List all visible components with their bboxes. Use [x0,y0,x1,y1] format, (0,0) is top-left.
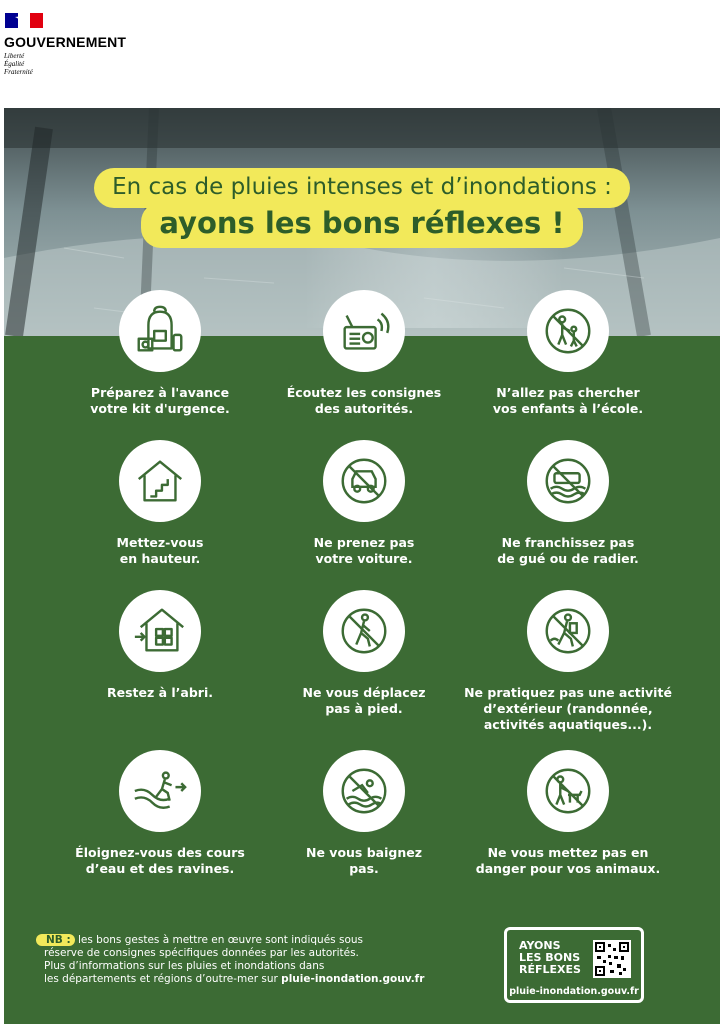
no-ford-crossing-icon [527,440,609,522]
qr-code-icon[interactable] [593,940,631,978]
no-car-icon [323,440,405,522]
motto-fraternite: Fraternité [4,68,33,76]
reflex-item-walk [249,590,479,717]
reflex-caption: Ne vous mettez pas en danger pour vos animaux. [475,845,661,876]
no-school-pickup-icon [527,290,609,372]
reflex-item-school [453,290,683,417]
no-animal-rescue-icon [527,750,609,832]
badge-url-link[interactable]: pluie-inondation.gouv.fr [509,986,639,997]
title-line-2: ayons les bons réflexes ! [141,202,582,248]
poster-title [4,168,720,248]
reflex-item-hike [453,590,683,733]
nb-label: NB : [36,934,75,946]
reflex-caption: Éloignez-vous des cours d’eau et des ravines. [75,845,245,876]
badge-line-1: AYONS [519,939,561,952]
reflex-caption: Ne vous déplacez pas à pied. [302,685,426,716]
reflex-caption: N’allez pas chercher vos enfants à l’école. [492,385,644,416]
badge-line-3: RÉFLEXES [519,963,581,976]
footnote-url-link[interactable]: pluie-inondation.gouv.fr [281,973,425,985]
footnote-line-1: les bons gestes à mettre en œuvre sont indiqués sous [74,934,364,946]
no-walking-icon [323,590,405,672]
flood-poster [4,108,720,1024]
no-swimming-icon [323,750,405,832]
footnote-line-3: Plus d’informations sur les pluies et inondations dans [44,960,325,972]
reflex-caption: Écoutez les consignes des autorités. [286,385,442,416]
reflex-caption: Ne pratiquez pas une activité d’extérieur (randonnée, activités aquatiques...). [464,685,672,732]
french-flag-logo [5,13,43,28]
footnote-line-2: réserve de consignes spécifiques données par les autorités. [44,947,359,959]
government-name: GOUVERNEMENT [4,34,127,50]
reflex-caption: Ne vous baignez pas. [306,845,422,876]
badge-line-2: LES BONS [519,951,581,964]
reflex-caption: Préparez à l'avance votre kit d'urgence. [90,385,230,416]
reflex-item-swim [249,750,479,877]
footnote-line-4: les départements et régions d’outre-mer sur [44,973,282,985]
motto-liberte: Liberté [4,52,25,60]
reflex-item-animals [453,750,683,877]
reflex-caption: Restez à l’abri. [106,685,214,700]
reflex-item-radio [249,290,479,417]
reflexes-badge [504,927,644,1003]
reflex-caption: Mettez-vous en hauteur. [116,535,204,566]
page-header [0,0,720,108]
badge-text [519,940,581,976]
title-line-1: En cas de pluies intenses et d’inondations : [94,168,630,208]
reflex-item-car [249,440,479,567]
no-hiking-icon [527,590,609,672]
footnote [44,934,464,986]
reflex-item-river [45,750,275,877]
reflex-item-kit [45,290,275,417]
reflex-item-ford [453,440,683,567]
emergency-kit-icon [119,290,201,372]
house-stairs-icon [119,440,201,522]
shelter-house-icon [119,590,201,672]
government-motto [4,52,33,76]
radio-icon [323,290,405,372]
reflex-item-shelter [45,590,275,701]
reflex-caption: Ne prenez pas votre voiture. [313,535,415,566]
motto-egalite: Égalité [4,60,25,68]
reflex-item-height [45,440,275,567]
reflex-caption: Ne franchissez pas de gué ou de radier. [497,535,639,566]
move-away-river-icon [119,750,201,832]
